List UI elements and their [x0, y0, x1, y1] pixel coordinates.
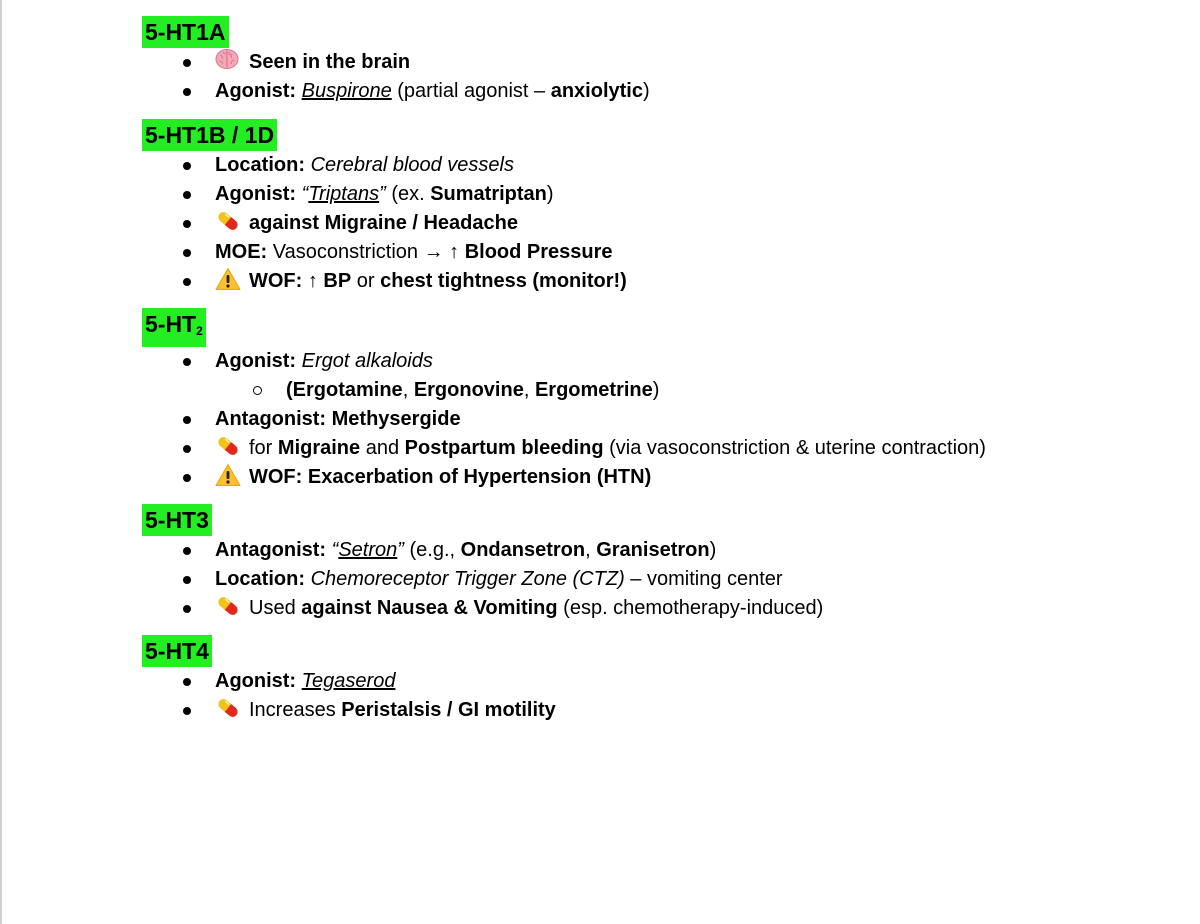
section-heading: [142, 308, 206, 347]
item-text: for: [249, 437, 278, 459]
list-item: [142, 267, 1182, 296]
page-left-border: [0, 0, 2, 924]
list-item: [142, 565, 1182, 594]
section-5ht2: [142, 308, 1182, 347]
heading-subscript: 2: [196, 324, 203, 338]
item-text-italic: Ergot alkaloids: [301, 350, 433, 372]
drug-tegaserod: Tegaserod: [301, 670, 396, 692]
item-text-italic: Chemoreceptor Trigger Zone (CTZ): [310, 568, 625, 590]
open-quote: “: [331, 539, 339, 561]
bullet-list: [142, 667, 1182, 725]
list-item: [142, 48, 1182, 77]
list-item: [142, 536, 1182, 565]
list-item: [142, 667, 1182, 696]
list-item: [142, 405, 1182, 434]
drug-setron: Setron: [338, 539, 398, 561]
section-5ht1a: [142, 16, 1182, 48]
label-moe: MOE:: [215, 241, 268, 263]
label-agonist: Agonist:: [215, 350, 297, 372]
brain-icon: [215, 48, 242, 72]
pill-icon: [215, 209, 242, 233]
drug-granisetron: Granisetron: [596, 539, 710, 561]
label-agonist: Agonist:: [215, 183, 297, 205]
item-text: ): [642, 80, 650, 102]
item-text: ): [546, 183, 554, 205]
list-item: [142, 180, 1182, 209]
bullet-list: [142, 347, 1182, 492]
item-text: Seen in the brain: [249, 51, 411, 73]
label-agonist: Agonist:: [215, 80, 297, 102]
bullet-list: [142, 151, 1182, 296]
item-text: ): [652, 379, 660, 401]
item-text-bold: Migraine: [277, 437, 361, 459]
item-text-bold: against Nausea & Vomiting: [301, 597, 558, 619]
list-item: [142, 238, 1182, 267]
item-text: – vomiting center: [624, 568, 783, 590]
label-antagonist: Antagonist:: [215, 539, 327, 561]
bullet-list: [142, 536, 1182, 623]
list-item: [142, 209, 1182, 238]
item-text: and: [360, 437, 405, 459]
list-item: [142, 594, 1182, 623]
item-text-bold: WOF: Exacerbation of Hypertension (HTN): [249, 466, 652, 488]
drug-ondansetron: Ondansetron: [460, 539, 586, 561]
item-text-bold: Peristalsis / GI motility: [341, 699, 556, 721]
pill-icon: [215, 594, 242, 618]
drug-sumatriptan: Sumatriptan: [430, 183, 547, 205]
bullet-list: [142, 48, 1182, 106]
item-text-bold: anxiolytic: [550, 80, 643, 102]
pill-icon: [215, 434, 242, 458]
list-item: [142, 347, 1182, 376]
item-text: Increases: [249, 699, 342, 721]
section-5ht1b-1d: [142, 119, 1182, 151]
item-text: ,: [585, 539, 597, 561]
open-quote: “: [301, 183, 309, 205]
item-text: (via vasoconstriction & uterine contraction): [603, 437, 986, 459]
item-text-bold: Antagonist: Methysergide: [215, 408, 461, 430]
item-text: Used: [249, 597, 302, 619]
section-heading: 5-HT1A: [142, 16, 229, 48]
warning-icon: [215, 267, 242, 291]
item-text: (esp. chemotherapy-induced): [557, 597, 824, 619]
drug-ergometrine: Ergometrine: [534, 379, 653, 401]
section-heading: 5-HT1B / 1D: [142, 119, 277, 151]
section-5ht3: [142, 504, 1182, 536]
drug-ergonovine: Ergonovine: [413, 379, 524, 401]
heading-main: 5-HT: [145, 311, 197, 337]
item-text-bold: WOF: ↑ BP: [249, 270, 352, 292]
item-text-bold: Blood Pressure: [464, 241, 613, 263]
sub-list-item: [142, 376, 1182, 405]
list-item: [142, 434, 1182, 463]
item-text: ,: [523, 379, 535, 401]
item-text: (ex.: [385, 183, 431, 205]
list-item: [142, 151, 1182, 180]
item-text-bold: chest tightness (monitor!): [380, 270, 627, 292]
warning-icon: [215, 463, 242, 487]
list-item: [142, 463, 1182, 492]
item-text-bold: Postpartum bleeding: [404, 437, 604, 459]
close-quote: ”: [397, 539, 404, 561]
item-text-italic: Cerebral blood vessels: [310, 154, 514, 176]
label-location: Location:: [215, 154, 305, 176]
item-text: ): [709, 539, 717, 561]
list-item: [142, 696, 1182, 725]
close-quote: ”: [379, 183, 386, 205]
section-heading: 5-HT4: [142, 635, 212, 667]
drug-triptans: Triptans: [308, 183, 380, 205]
item-text: (e.g.,: [403, 539, 461, 561]
list-item: [142, 77, 1182, 106]
drug-ergotamine: (Ergotamine: [286, 379, 403, 401]
label-agonist: Agonist:: [215, 670, 297, 692]
item-text: or: [351, 270, 381, 292]
item-text: against Migraine / Headache: [249, 212, 518, 234]
document-body: [142, 16, 1182, 725]
label-location: Location:: [215, 568, 305, 590]
item-text: ,: [402, 379, 414, 401]
drug-buspirone: Buspirone: [301, 80, 392, 102]
section-heading: 5-HT3: [142, 504, 212, 536]
item-text: (partial agonist –: [391, 80, 551, 102]
item-text: Vasoconstriction → ↑: [267, 241, 465, 263]
section-5ht4: [142, 635, 1182, 667]
pill-icon: [215, 696, 242, 720]
